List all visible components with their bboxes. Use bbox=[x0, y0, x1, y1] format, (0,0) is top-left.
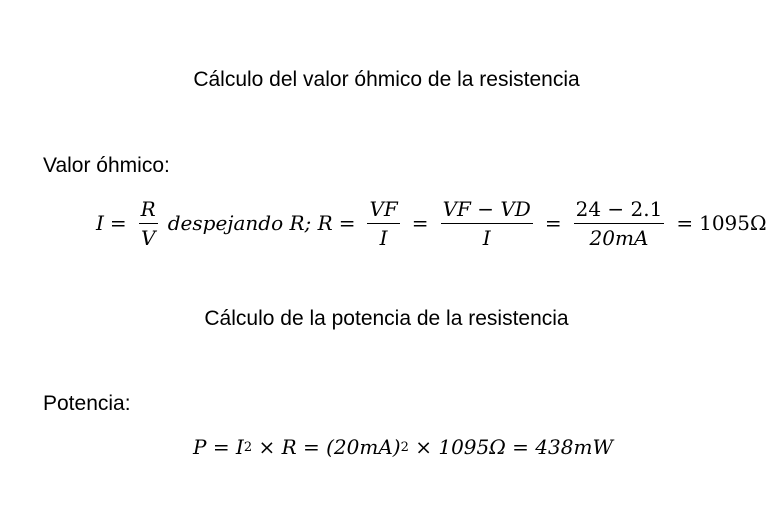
equals-sign: = bbox=[676, 211, 694, 235]
fraction-denominator: I bbox=[482, 225, 491, 250]
equals-sign: = bbox=[109, 211, 127, 235]
fraction-vf-over-i bbox=[367, 198, 399, 249]
equals-sign: = bbox=[338, 211, 356, 235]
equals-sign: = bbox=[544, 211, 562, 235]
heading-power: Cálculo de la potencia de la resistencia bbox=[204, 307, 569, 330]
equals-sign: = bbox=[411, 211, 429, 235]
exponent: 2 bbox=[400, 439, 409, 455]
ohm-law-formula bbox=[96, 194, 767, 252]
fraction-numerator: 24 − 2.1 bbox=[574, 198, 665, 224]
fraction-denominator: V bbox=[140, 225, 156, 250]
despejando-text: despejando R; R bbox=[167, 211, 333, 235]
fraction-r-over-v bbox=[139, 198, 158, 249]
formula-current-symbol: I bbox=[96, 211, 104, 235]
power-formula-start: P = I bbox=[193, 435, 244, 459]
fraction-denominator: I bbox=[379, 225, 388, 250]
fraction-numeric bbox=[574, 198, 665, 249]
label-power: Potencia: bbox=[43, 392, 131, 415]
power-formula bbox=[193, 430, 613, 464]
exponent: 2 bbox=[243, 439, 253, 455]
heading-resistance-value: Cálculo del valor óhmico de la resistencia bbox=[193, 68, 580, 91]
fraction-numerator: R bbox=[139, 198, 158, 224]
resistance-result: 1095Ω bbox=[699, 211, 767, 235]
power-formula-middle: × R = (20mA) bbox=[252, 435, 401, 459]
fraction-numerator: VF bbox=[367, 198, 399, 224]
fraction-vf-minus-vd-over-i bbox=[441, 198, 533, 249]
power-formula-end: × 1095Ω = 438mW bbox=[408, 435, 613, 459]
fraction-numerator: VF − VD bbox=[441, 198, 533, 224]
fraction-denominator: 20mA bbox=[589, 225, 649, 250]
label-ohmic-value: Valor óhmico: bbox=[43, 154, 170, 177]
